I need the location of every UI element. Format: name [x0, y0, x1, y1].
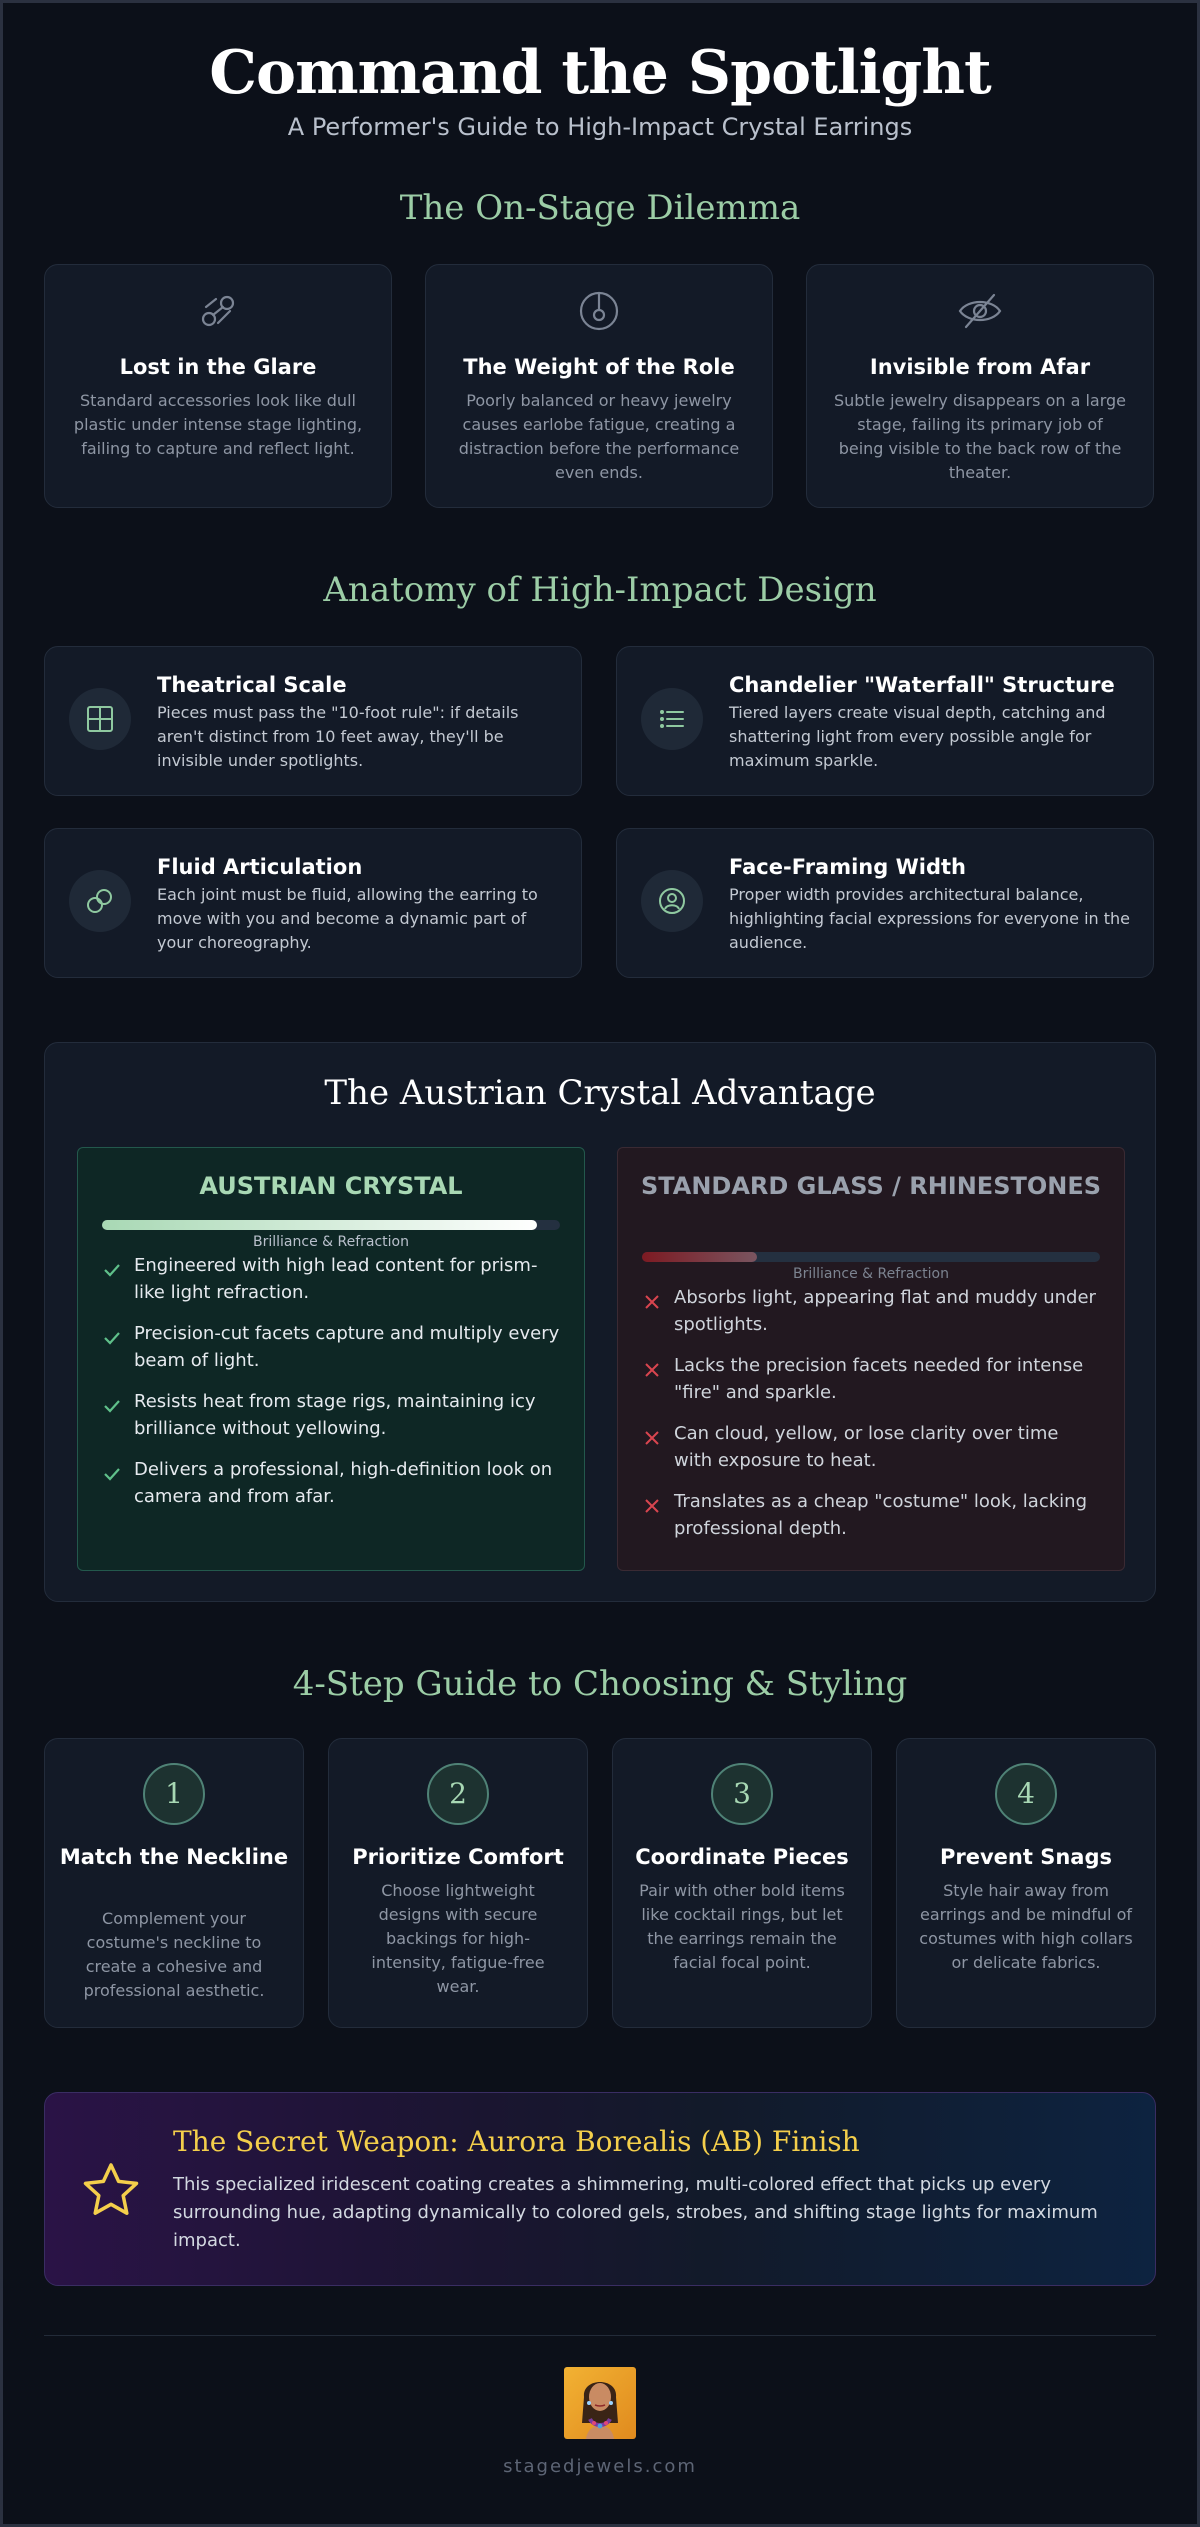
crystal-point: Delivers a professional, high-definition look on camera and from afar.	[134, 1459, 553, 1507]
step-card-2	[328, 1738, 588, 2028]
step-text: Choose lightweight designs with secure backings for high-intensity, fatigue-free wear.	[371, 1881, 545, 1996]
step-title: Prevent Snags	[940, 1845, 1112, 1869]
anatomy-card-text: Pieces must pass the "10-foot rule": if details aren't distinct from 10 feet away, they'll be invisible under spotlights.	[157, 703, 519, 770]
anatomy-card-title: Theatrical Scale	[157, 673, 347, 697]
callout-text: This specialized iridescent coating creates a shimmering, multi-colored effect that picks up every surrounding hue, adapting dynamically to colored gels, strobes, and shifting stage lights for maximum impact.	[173, 2174, 1098, 2251]
anatomy-section-title: Anatomy of High-Impact Design	[323, 570, 877, 610]
crystal-point: Resists heat from stage rigs, maintaining icy brilliance without yellowing.	[134, 1391, 536, 1439]
aurora-borealis-callout	[44, 2092, 1156, 2286]
steps-section-title: 4-Step Guide to Choosing & Styling	[292, 1664, 908, 1704]
page-title: Command the Spotlight	[209, 38, 991, 108]
dilemma-section-title: The On-Stage Dilemma	[399, 188, 801, 228]
step-text: Style hair away from earrings and be mindful of costumes with high collars or delicate fabrics.	[919, 1881, 1133, 1972]
step-text: Pair with other bold items like cocktail rings, but let the earrings remain the facial focal point.	[639, 1881, 845, 1972]
star-icon	[81, 2161, 141, 2219]
step-number-badge: 1	[143, 1763, 205, 1825]
step-card-4	[896, 1738, 1156, 2028]
brilliance-bar	[102, 1220, 560, 1230]
austrian-crystal-panel	[77, 1147, 585, 1571]
anatomy-card-scale	[44, 646, 582, 796]
anatomy-card-text: Proper width provides architectural balance, highlighting facial expressions for everyone in the audience.	[729, 885, 1130, 952]
cross-icon	[642, 1428, 662, 1448]
footer-site-link[interactable]: stagedjewels.com	[503, 2456, 697, 2477]
cross-icon	[642, 1292, 662, 1312]
cross-icon	[642, 1360, 662, 1380]
user-circle-icon	[641, 870, 703, 932]
check-icon	[102, 1464, 122, 1484]
step-title: Prioritize Comfort	[352, 1845, 564, 1869]
glass-point: Translates as a cheap "costume" look, lacking professional depth.	[674, 1491, 1087, 1539]
weight-icon	[426, 287, 772, 335]
dilemma-card-title: Invisible from Afar	[869, 355, 1091, 379]
callout-title: The Secret Weapon: Aurora Borealis (AB) Finish	[173, 2125, 860, 2158]
step-title: Match the Neckline	[59, 1845, 289, 1869]
brilliance-bar	[642, 1252, 1100, 1262]
dilemma-card-glare	[44, 264, 392, 508]
crystal-section-title: The Austrian Crystal Advantage	[324, 1073, 876, 1113]
page-subtitle: A Performer's Guide to High-Impact Crystal Earrings	[287, 113, 913, 141]
check-icon	[102, 1396, 122, 1416]
dilemma-card-text: Standard accessories look like dull plastic under intense stage lighting, failing to capture and reflect light.	[73, 391, 363, 458]
anatomy-card-title: Face-Framing Width	[729, 855, 966, 879]
check-icon	[102, 1328, 122, 1348]
anatomy-card-chandelier	[616, 646, 1154, 796]
dilemma-card-weight	[425, 264, 773, 508]
glass-point: Can cloud, yellow, or lose clarity over time with exposure to heat.	[674, 1423, 1059, 1471]
performer-portrait-image	[564, 2367, 636, 2439]
brilliance-bar-fill	[642, 1252, 757, 1262]
anatomy-card-width	[616, 828, 1154, 978]
brilliance-bar-fill	[102, 1220, 537, 1230]
dilemma-card-title: The Weight of the Role	[463, 355, 735, 379]
step-number-badge: 3	[711, 1763, 773, 1825]
step-card-3	[612, 1738, 872, 2028]
list-icon	[641, 688, 703, 750]
dilemma-card-text: Poorly balanced or heavy jewelry causes earlobe fatigue, creating a distraction before the performance even ends.	[458, 391, 740, 482]
panel-title: STANDARD GLASS / RHINESTONES	[640, 1172, 1102, 1200]
check-icon	[102, 1260, 122, 1280]
crystal-point: Engineered with high lead content for prism-like light refraction.	[134, 1255, 538, 1303]
standard-glass-panel	[617, 1147, 1125, 1571]
anatomy-card-articulation	[44, 828, 582, 978]
cross-icon	[642, 1496, 662, 1516]
linked-circles-icon	[69, 870, 131, 932]
anatomy-card-text: Each joint must be fluid, allowing the earring to move with you and become a dynamic part of your choreography.	[157, 885, 538, 952]
brilliance-bar-label: Brilliance & Refraction	[793, 1266, 949, 1282]
dilemma-card-title: Lost in the Glare	[119, 355, 317, 379]
crystal-point: Precision-cut facets capture and multiply every beam of light.	[134, 1323, 560, 1371]
broken-link-icon	[45, 287, 391, 335]
dilemma-card-invisible	[806, 264, 1154, 508]
crystal-advantage-section	[44, 1042, 1156, 1602]
step-title: Coordinate Pieces	[635, 1845, 849, 1869]
glass-point: Lacks the precision facets needed for intense "fire" and sparkle.	[674, 1355, 1084, 1403]
dilemma-card-text: Subtle jewelry disappears on a large stage, failing its primary job of being visible to the back row of the theater.	[833, 391, 1127, 482]
eye-off-icon	[807, 287, 1153, 335]
step-number-badge: 2	[427, 1763, 489, 1825]
anatomy-card-text: Tiered layers create visual depth, catching and shattering light from every possible angle for maximum sparkle.	[729, 703, 1106, 770]
glass-point: Absorbs light, appearing flat and muddy under spotlights.	[674, 1287, 1096, 1335]
anatomy-card-title: Fluid Articulation	[157, 855, 363, 879]
panel-title: AUSTRIAN CRYSTAL	[199, 1172, 463, 1200]
brilliance-bar-label: Brilliance & Refraction	[253, 1234, 409, 1250]
step-text: Complement your costume's neckline to create a cohesive and professional aesthetic.	[83, 1909, 265, 2000]
footer-divider	[44, 2335, 1156, 2336]
step-number-badge: 4	[995, 1763, 1057, 1825]
step-card-1	[44, 1738, 304, 2028]
anatomy-card-title: Chandelier "Waterfall" Structure	[729, 673, 1115, 697]
grid-icon	[69, 688, 131, 750]
